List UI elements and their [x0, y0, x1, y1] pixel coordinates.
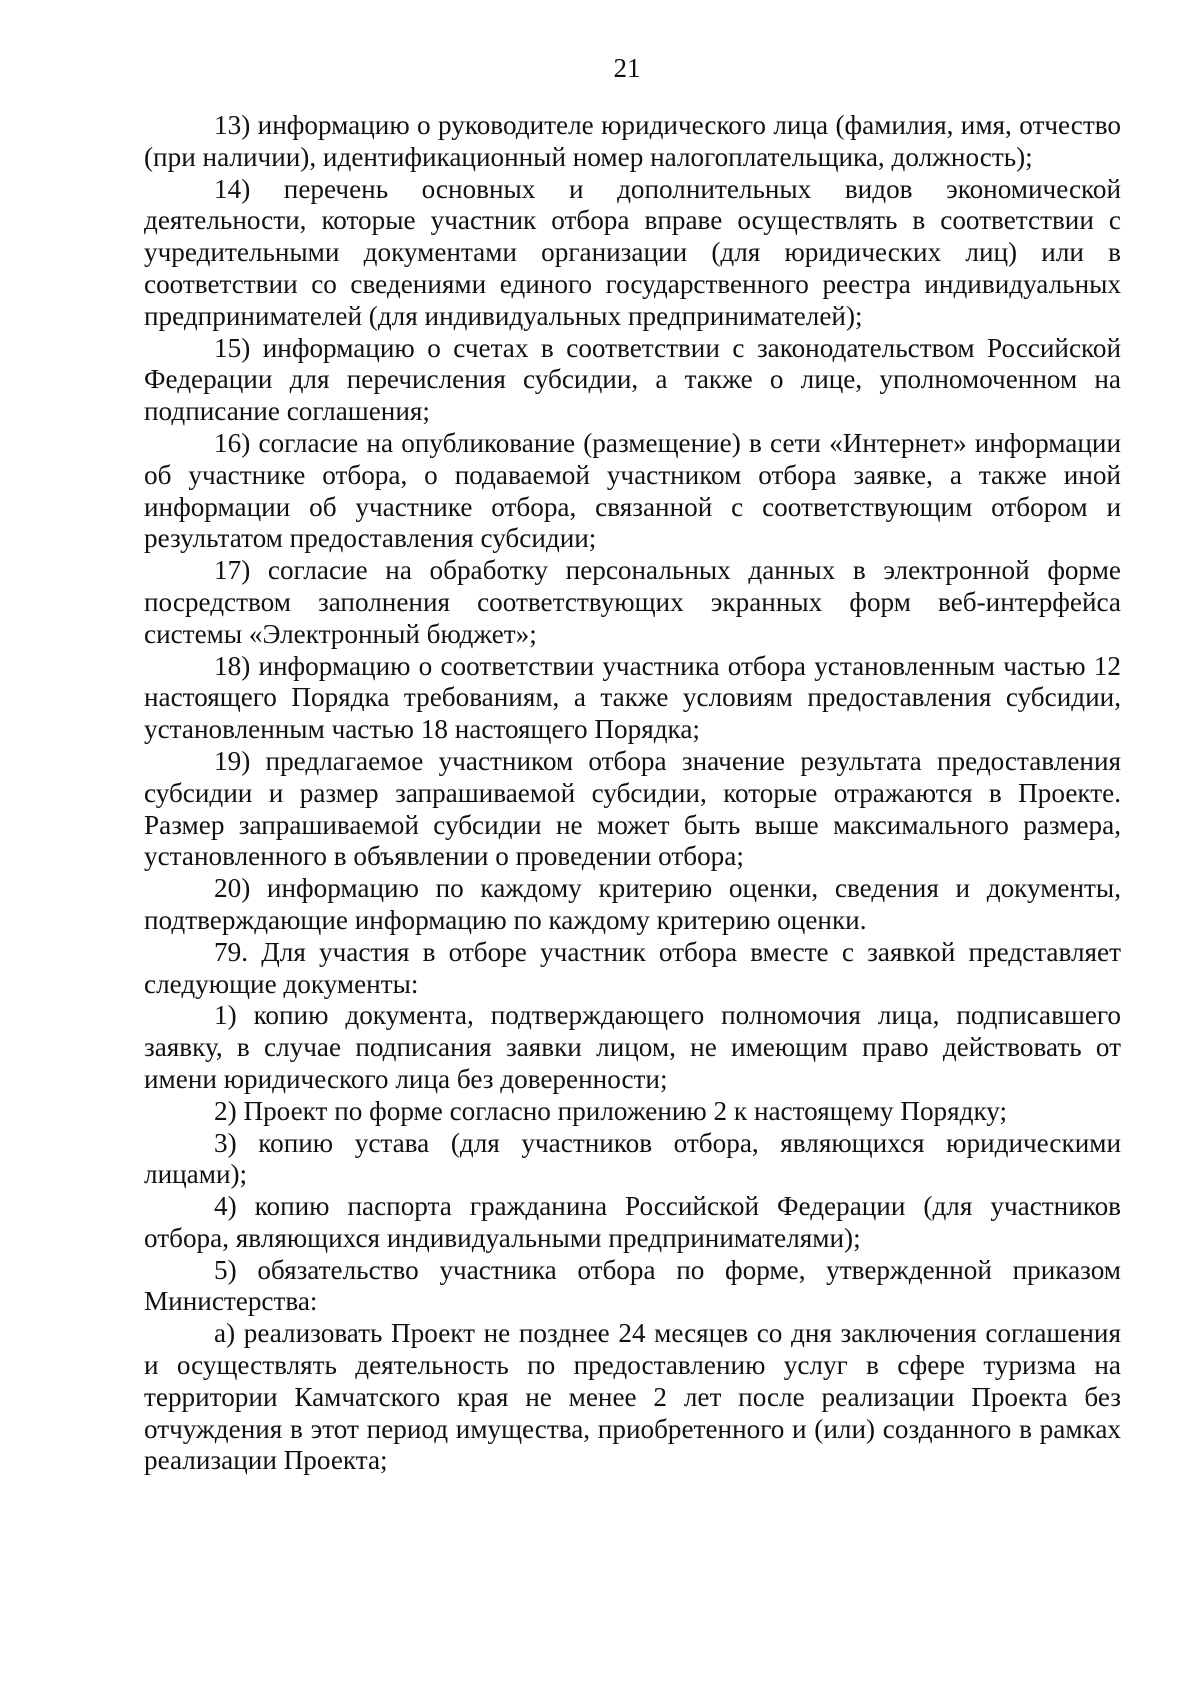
paragraph-18: 18) информацию о соответствии участника отбора установленным частью 12 настоящего Порядка требованиям, а также условиям предоставления субсидии, установленным частью 18 настоящего Порядка;: [144, 650, 1121, 745]
paragraph-17: 17) согласие на обработку персональных данных в электронной форме посредством заполнения соответствующих экранных форм веб-интерфейса системы «Электронный бюджет»;: [144, 555, 1121, 649]
paragraph-20: 20) информацию по каждому критерию оценки, сведения и документы, подтверждающие информацию по каждому критерию оценки.: [144, 873, 1121, 935]
paragraph-79-5: 5) обязательство участника отбора по форме, утвержденной приказом Министерства:: [144, 1254, 1121, 1317]
paragraph-16: 16) согласие на опубликование (размещение) в сети «Интернет» информации об участнике отбора, о подаваемой участником отбора заявке, а также иной информации об участнике отбора, связанной с соответствующим отбором и результатом предоставления субсидии;: [144, 427, 1121, 554]
page-number: 21: [613, 53, 641, 83]
document-body: [144, 110, 1121, 1477]
paragraph-19: 19) предлагаемое участником отбора значение результата предоставления субсидии и размер запрашиваемой субсидии, которые отражаются в Проекте. Размер запрашиваемой субсидии не может быть выше максимального размера, установленного в объявлении о проведении отбора;: [144, 745, 1121, 872]
paragraph-15: 15) информацию о счетах в соответствии с законодательством Российской Федерации для перечисления субсидии, а также о лице, уполномоченном на подписание соглашения;: [144, 332, 1121, 427]
paragraph-79: 79. Для участия в отборе участник отбора вместе с заявкой представляет следующие документы:: [144, 936, 1121, 999]
paragraph-79-1: 1) копию документа, подтверждающего полномочия лица, подписавшего заявку, в случае подписания заявки лицом, не имеющим право действовать от имени юридического лица без доверенности;: [144, 1000, 1121, 1094]
paragraph-79-4: 4) копию паспорта гражданина Российской Федерации (для участников отбора, являющихся индивидуальными предпринимателями);: [144, 1191, 1121, 1253]
paragraph-79-2: 2) Проект по форме согласно приложению 2 к настоящему Порядку;: [214, 1095, 1008, 1126]
paragraph-79-5-a: а) реализовать Проект не позднее 24 месяцев со дня заключения соглашения и осуществлять деятельность по предоставлению услуг в сфере туризма на территории Камчатского края не менее 2 лет после реализации Проекта без отчуждения в этот период имущества, приобретенного и (или) созданного в рамках реализации Проекта;: [144, 1318, 1121, 1476]
paragraph-79-3: 3) копию устава (для участников отбора, являющихся юридическими лицами);: [144, 1127, 1121, 1190]
paragraph-13: 13) информацию о руководителе юридического лица (фамилия, имя, отчество (при наличии), идентификационный номер налогоплательщика, должность);: [144, 110, 1121, 172]
paragraph-14: 14) перечень основных и дополнительных видов экономической деятельности, которые участник отбора вправе осуществлять в соответствии с учредительными документами организации (для юридических лиц) или в соответствии со сведениями единого государственного реестра индивидуальных предпринимателей (для индивидуальных предпринимателей);: [144, 173, 1121, 331]
